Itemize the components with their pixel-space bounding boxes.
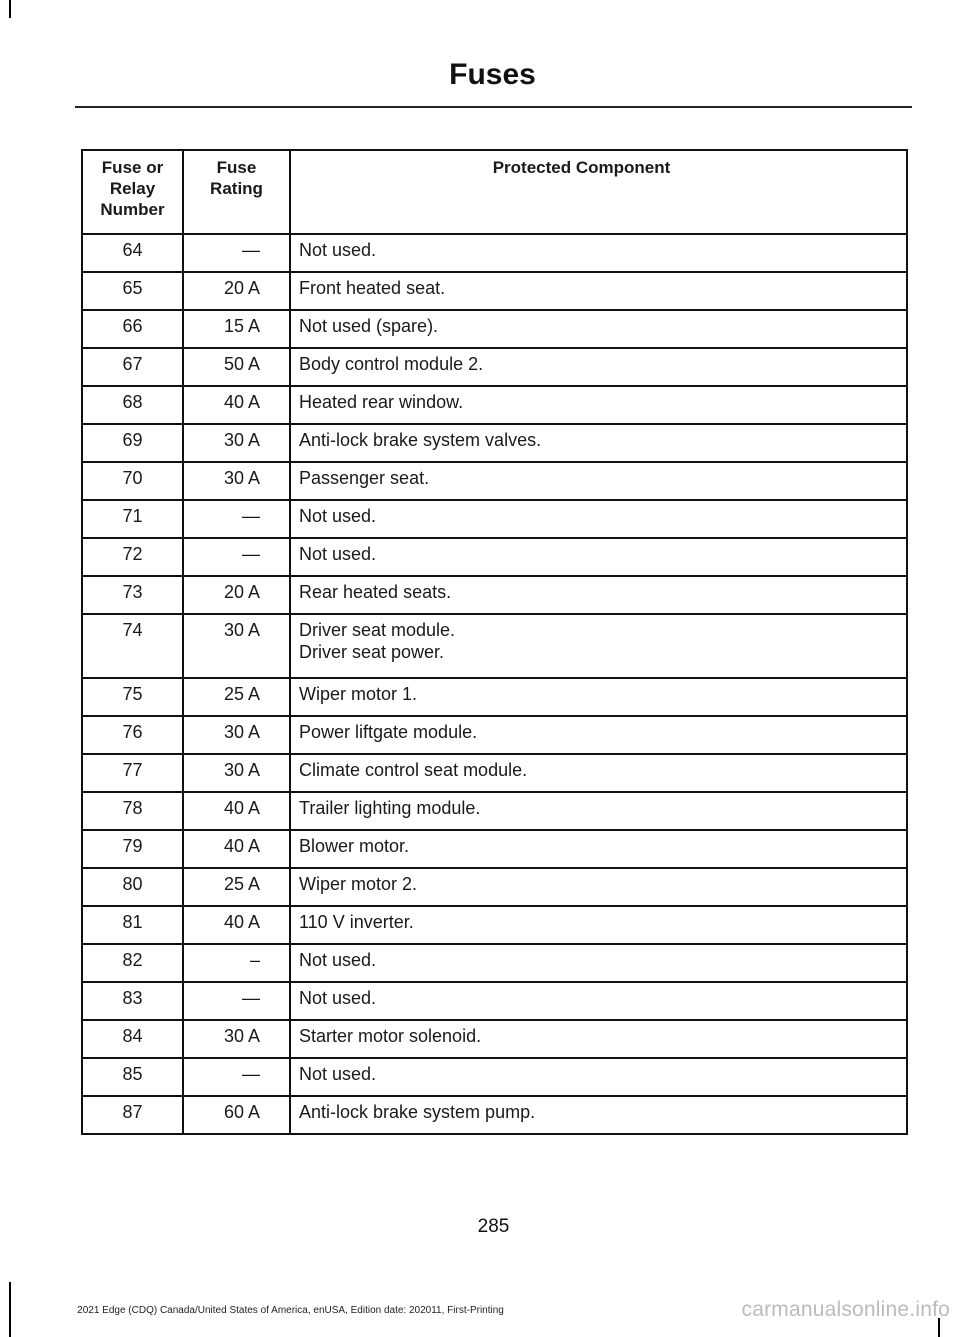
protected-component-cell [290, 462, 907, 500]
fuse-rating-cell: 30 A [183, 424, 290, 462]
protected-component-cell [290, 678, 907, 716]
component-text: Body control module 2. [299, 354, 484, 374]
header-line: Rating [210, 179, 263, 198]
component-text: Starter motor solenoid. [299, 1026, 482, 1046]
table-row [82, 500, 907, 538]
fuse-rating-cell: 30 A [183, 716, 290, 754]
fuse-rating-cell: 20 A [183, 272, 290, 310]
component-text: Anti-lock brake system valves. [299, 430, 542, 450]
protected-component-cell [290, 1058, 907, 1096]
table-row [82, 462, 907, 500]
table-row [82, 272, 907, 310]
component-text: Rear heated seats. [299, 582, 452, 602]
protected-component-cell [290, 1096, 907, 1134]
fuse-number-cell: 66 [82, 310, 183, 348]
header-line: Number [100, 200, 165, 219]
fuse-number-cell: 79 [82, 830, 183, 868]
fuse-number-cell: 68 [82, 386, 183, 424]
table-row [82, 982, 907, 1020]
fuse-number-cell: 76 [82, 716, 183, 754]
protected-component-cell [290, 348, 907, 386]
fuse-rating-cell: — [183, 538, 290, 576]
fuse-number-cell: 81 [82, 906, 183, 944]
fuse-rating-cell: 30 A [183, 754, 290, 792]
protected-component-cell [290, 716, 907, 754]
fuse-number-cell: 72 [82, 538, 183, 576]
fuse-number-cell: 71 [82, 500, 183, 538]
fuse-number-cell: 65 [82, 272, 183, 310]
fuse-rating-cell: 60 A [183, 1096, 290, 1134]
table-row [82, 386, 907, 424]
protected-component-cell [290, 272, 907, 310]
table-row [82, 576, 907, 614]
watermark: carmanualsonline.info [741, 1298, 950, 1321]
table-row [82, 614, 907, 678]
table-row [82, 1096, 907, 1134]
component-text: Wiper motor 2. [299, 874, 418, 894]
table-row [82, 678, 907, 716]
table-row [82, 716, 907, 754]
table-header-row [82, 150, 907, 234]
table-row [82, 424, 907, 462]
protected-component-cell [290, 1020, 907, 1058]
component-text: Not used. [299, 240, 377, 260]
fuse-number-cell: 70 [82, 462, 183, 500]
component-text: Heated rear window. [299, 392, 464, 412]
fuse-number-cell: 73 [82, 576, 183, 614]
fuse-rating-cell: 25 A [183, 868, 290, 906]
fuse-rating-cell: — [183, 500, 290, 538]
fuse-rating-cell: 30 A [183, 462, 290, 500]
protected-component-cell [290, 500, 907, 538]
component-text: Not used (spare). [299, 316, 439, 336]
protected-component-cell [290, 906, 907, 944]
protected-component-cell [290, 234, 907, 272]
fuse-rating-cell: – [183, 944, 290, 982]
component-text: Trailer lighting module. [299, 798, 481, 818]
table-row [82, 792, 907, 830]
fuse-rating-cell: 30 A [183, 614, 290, 678]
header-fuse-rating [183, 150, 290, 234]
page-title: Fuses [449, 58, 536, 91]
protected-component-cell [290, 792, 907, 830]
header-line: Fuse [216, 158, 257, 177]
fuse-rating-cell: 25 A [183, 678, 290, 716]
protected-component-cell [290, 424, 907, 462]
protected-component-cell [290, 754, 907, 792]
component-text: Not used. [299, 988, 377, 1008]
fuse-number-cell: 69 [82, 424, 183, 462]
header-line: Relay [109, 179, 156, 198]
fuse-rating-cell: 20 A [183, 576, 290, 614]
component-text: Anti-lock brake system pump. [299, 1102, 536, 1122]
fuse-rating-cell: 40 A [183, 906, 290, 944]
table-row [82, 1058, 907, 1096]
header-protected-component: Protected Component [290, 150, 907, 234]
fuse-rating-cell: 40 A [183, 830, 290, 868]
title-divider [75, 106, 912, 108]
fuse-number-cell: 87 [82, 1096, 183, 1134]
header-fuse-number [82, 150, 183, 234]
fuse-table [81, 149, 908, 1135]
protected-component-cell [290, 576, 907, 614]
fuse-number-cell: 75 [82, 678, 183, 716]
component-text: Blower motor. [299, 836, 410, 856]
page-number: 285 [477, 1216, 510, 1237]
protected-component-cell [290, 386, 907, 424]
component-text: Passenger seat. [299, 468, 430, 488]
component-text: Not used. [299, 1064, 377, 1084]
protected-component-cell [290, 982, 907, 1020]
footer-edition-note: 2021 Edge (CDQ) Canada/United States of America, enUSA, Edition date: 202011, First-Printing [77, 1305, 504, 1316]
fuse-rating-cell: 15 A [183, 310, 290, 348]
fuse-number-cell: 64 [82, 234, 183, 272]
fuse-number-cell: 84 [82, 1020, 183, 1058]
fuse-rating-cell: 40 A [183, 386, 290, 424]
fuse-rating-cell: 50 A [183, 348, 290, 386]
fuse-number-cell: 83 [82, 982, 183, 1020]
fuse-number-cell: 74 [82, 614, 183, 678]
table-row [82, 348, 907, 386]
header-line: Fuse or [101, 158, 164, 177]
crop-mark-top-left [9, 0, 11, 18]
fuse-rating-cell: — [183, 234, 290, 272]
component-text: Climate control seat module. [299, 760, 528, 780]
component-text: Wiper motor 1. [299, 684, 418, 704]
protected-component-cell [290, 830, 907, 868]
component-text: Power liftgate module. [299, 722, 478, 742]
fuse-number-cell: 80 [82, 868, 183, 906]
component-text: Driver seat power. [299, 642, 445, 662]
table-row [82, 234, 907, 272]
component-text: 110 V inverter. [299, 912, 414, 932]
fuse-rating-cell: — [183, 982, 290, 1020]
protected-component-cell [290, 310, 907, 348]
fuse-number-cell: 77 [82, 754, 183, 792]
fuse-rating-cell: 40 A [183, 792, 290, 830]
component-text: Front heated seat. [299, 278, 446, 298]
fuse-number-cell: 78 [82, 792, 183, 830]
fuse-rating-cell: 30 A [183, 1020, 290, 1058]
table-row [82, 906, 907, 944]
fuse-rating-cell: — [183, 1058, 290, 1096]
component-text: Not used. [299, 544, 377, 564]
fuse-number-cell: 67 [82, 348, 183, 386]
table-row [82, 310, 907, 348]
component-text: Not used. [299, 506, 377, 526]
table-row [82, 538, 907, 576]
table-row [82, 944, 907, 982]
table-row [82, 1020, 907, 1058]
component-text: Driver seat module. [299, 620, 456, 640]
table-row [82, 868, 907, 906]
component-text: Not used. [299, 950, 377, 970]
fuse-number-cell: 82 [82, 944, 183, 982]
protected-component-cell [290, 868, 907, 906]
fuse-number-cell: 85 [82, 1058, 183, 1096]
protected-component-cell [290, 944, 907, 982]
table-row [82, 830, 907, 868]
protected-component-cell [290, 614, 907, 678]
protected-component-cell [290, 538, 907, 576]
table-row [82, 754, 907, 792]
